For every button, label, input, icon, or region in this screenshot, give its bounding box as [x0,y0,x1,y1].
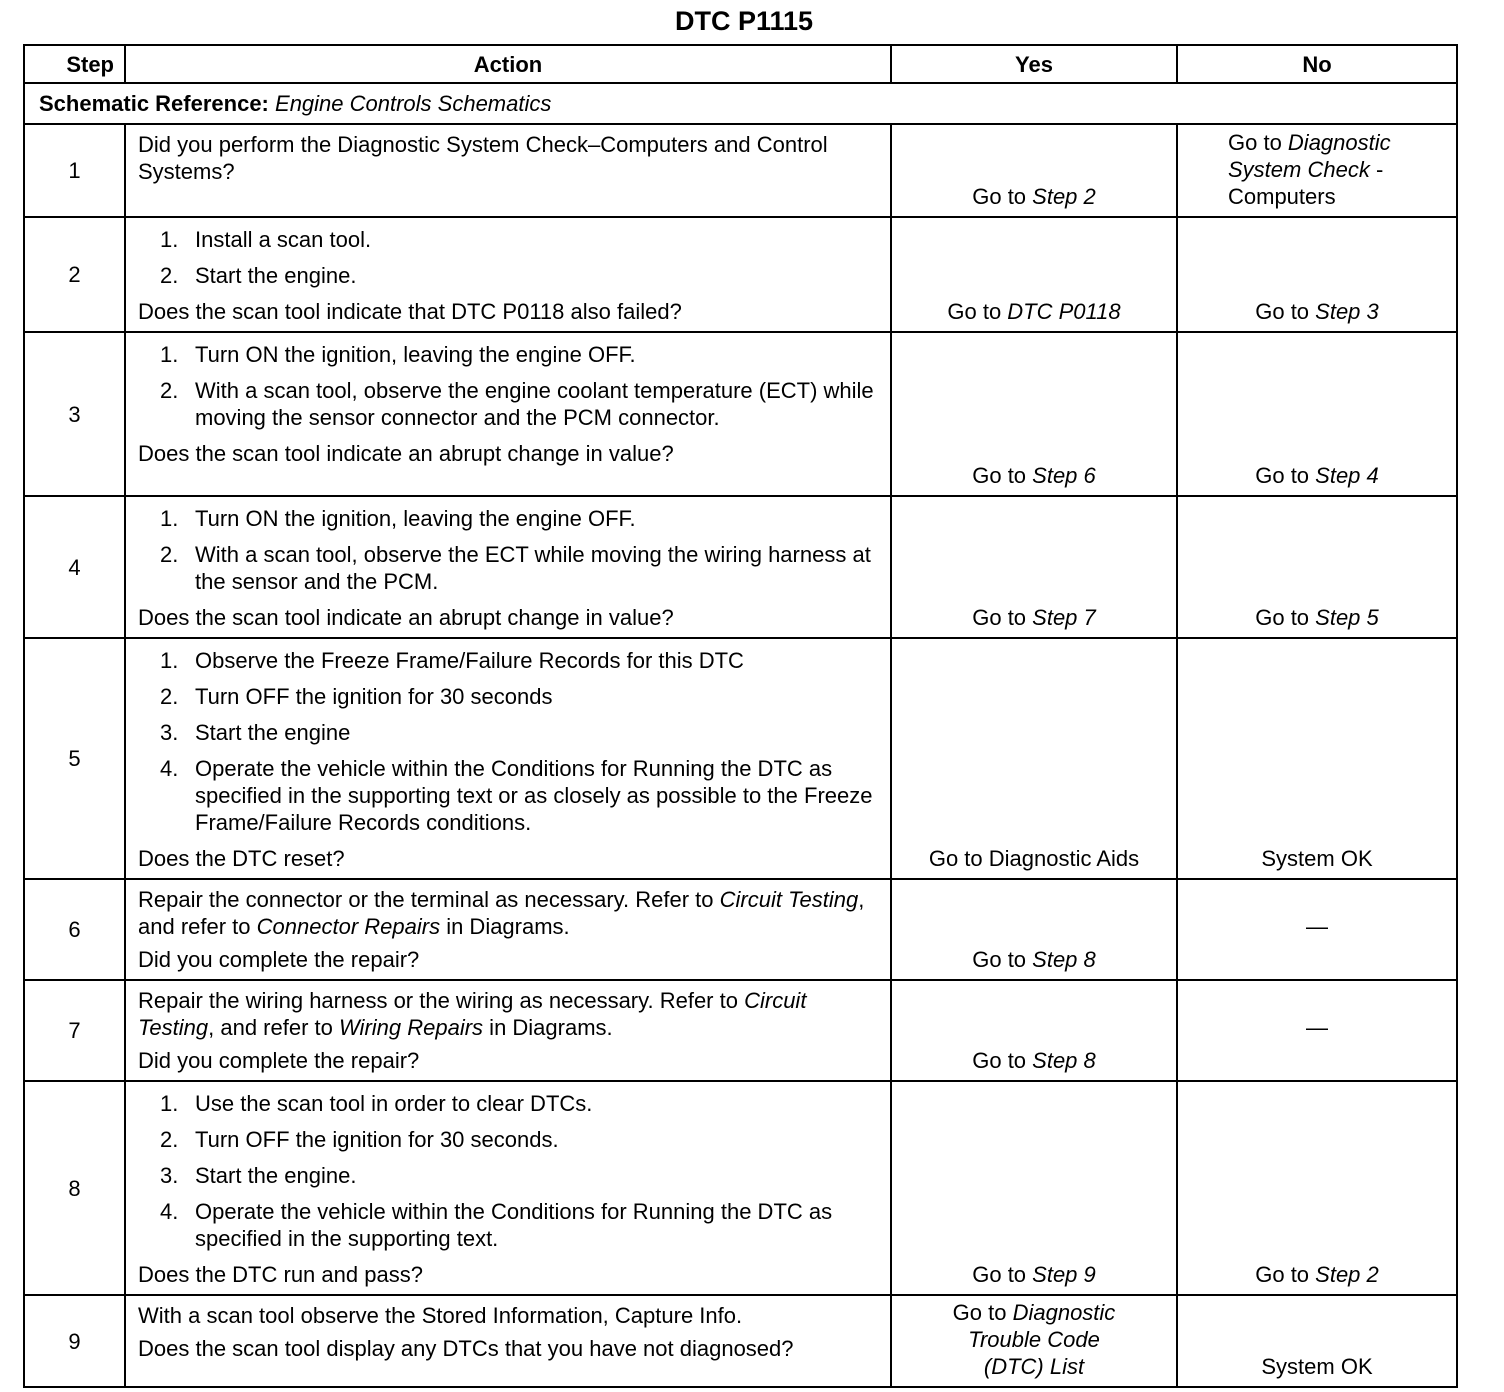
reference-link[interactable]: Connector Repairs [256,914,441,939]
text-part: Repair the wiring harness or the wiring as necessary. Refer to [138,988,745,1013]
step-number: 2 [24,217,125,332]
yes-cell [891,217,1177,332]
item-number: 4. [160,1199,179,1224]
action-question: Does the scan tool indicate that DTC P0118 also failed? [138,299,682,324]
item-text: Start the engine. [195,1163,357,1188]
no-cell [1177,638,1457,879]
action-text: Did you perform the Diagnostic System Check–Computers and Control Systems? [138,132,828,184]
yes-text: Go to [972,1048,1033,1073]
no-text-post: - Computers [1228,157,1384,209]
yes-text: Go to [952,1300,1013,1325]
schematic-link[interactable]: Engine Controls Schematics [275,91,552,116]
step-number: 4 [24,496,125,638]
no-text: Go to [1228,130,1288,155]
item-text: With a scan tool, observe the ECT while moving the wiring harness at the sensor and the PCM. [195,542,871,594]
action-cell [125,1081,891,1295]
no-text: System OK [1261,1354,1373,1379]
item-text: Start the engine. [195,263,357,288]
action-list-item [138,683,878,710]
yes-cell [891,124,1177,217]
item-number: 1. [160,506,179,531]
no-link[interactable]: Step 4 [1315,463,1379,488]
action-cell [125,980,891,1081]
yes-cell [891,496,1177,638]
text-part: in Diagrams. [483,1015,613,1040]
yes-cell [891,332,1177,496]
yes-cell [891,638,1177,879]
item-number: 2. [160,542,179,567]
no-text: System OK [1261,846,1373,871]
item-number: 1. [160,342,179,367]
action-list-item [138,1162,878,1189]
table-row [24,332,1457,496]
no-text: Go to [1255,299,1316,324]
action-question: Does the scan tool display any DTCs that you have not diagnosed? [138,1336,794,1361]
yes-text: Go to [972,947,1033,972]
no-link[interactable]: Step 2 [1315,1262,1379,1287]
no-link[interactable]: Step 3 [1315,299,1379,324]
header-no: No [1177,45,1457,83]
yes-link[interactable]: Step 8 [1032,947,1096,972]
no-cell [1177,980,1457,1081]
table-row [24,1081,1457,1295]
no-text: Go to [1255,463,1316,488]
action-cell [125,879,891,980]
item-text: Turn ON the ignition, leaving the engine OFF. [195,342,636,367]
item-number: 1. [160,1091,179,1116]
step-number: 7 [24,980,125,1081]
table-row [24,1295,1457,1387]
item-text: Start the engine [195,720,351,745]
no-cell [1177,496,1457,638]
action-question: Does the DTC run and pass? [138,1262,423,1287]
action-cell [125,496,891,638]
yes-link[interactable]: Step 8 [1032,1048,1096,1073]
action-list-item [138,377,878,431]
no-text: Go to [1255,605,1316,630]
item-text: Observe the Freeze Frame/Failure Records for this DTC [195,648,744,673]
schematic-reference-row [24,83,1457,124]
step-number: 9 [24,1295,125,1387]
yes-cell [891,879,1177,980]
no-cell [1177,332,1457,496]
action-cell [125,1295,891,1387]
action-question: Did you complete the repair? [138,1048,420,1073]
table-row [24,124,1457,217]
action-text [138,886,878,940]
yes-link[interactable]: Step 2 [1032,184,1096,209]
step-number: 5 [24,638,125,879]
action-question: Did you complete the repair? [138,947,420,972]
action-list-item [138,505,878,532]
step-number: 1 [24,124,125,217]
action-question: Does the scan tool indicate an abrupt change in value? [138,441,674,466]
yes-text: Go to [972,184,1033,209]
action-cell [125,332,891,496]
item-number: 4. [160,756,179,781]
text-part: Repair the connector or the terminal as necessary. Refer to [138,887,720,912]
table-row [24,638,1457,879]
diagnostic-table [23,44,1458,1388]
action-text: With a scan tool observe the Stored Information, Capture Info. [138,1303,743,1328]
item-number: 3. [160,1163,179,1188]
item-number: 1. [160,227,179,252]
schematic-label: Schematic Reference: [39,91,269,116]
action-list-item [138,341,878,368]
yes-cell [891,980,1177,1081]
action-list-item [138,541,878,595]
text-part: in Diagrams. [440,914,570,939]
no-cell [1177,124,1457,217]
action-list-item [138,226,878,253]
yes-link[interactable]: Step 7 [1032,605,1096,630]
text-part: , and refer to [138,887,865,939]
yes-link[interactable]: Step 9 [1032,1262,1096,1287]
yes-text: Go to [972,605,1033,630]
item-text: Install a scan tool. [195,227,372,252]
action-cell [125,124,891,217]
step-number: 6 [24,879,125,980]
no-text: — [1306,914,1328,939]
header-step: Step [24,45,125,83]
text-part: , and refer to [208,1015,339,1040]
item-number: 1. [160,648,179,673]
action-list-item [138,1090,878,1117]
yes-link[interactable]: Diagnostic Trouble Code (DTC) List [968,1300,1116,1379]
item-text: Turn OFF the ignition for 30 seconds [195,684,553,709]
header-yes: Yes [891,45,1177,83]
item-text: Turn OFF the ignition for 30 seconds. [195,1127,559,1152]
action-question: Does the DTC reset? [138,846,345,871]
action-list-item [138,1198,878,1252]
action-cell [125,638,891,879]
item-text: Use the scan tool in order to clear DTCs. [195,1091,593,1116]
action-text [138,987,878,1041]
no-link[interactable]: Step 5 [1315,605,1379,630]
item-number: 2. [160,263,179,288]
yes-text: Go to Diagnostic Aids [928,846,1140,871]
yes-link[interactable]: Step 6 [1032,463,1096,488]
item-number: 2. [160,1127,179,1152]
yes-cell [891,1295,1177,1387]
table-row [24,980,1457,1081]
step-number: 8 [24,1081,125,1295]
reference-link[interactable]: Wiring Repairs [338,1015,484,1040]
yes-text: Go to [972,463,1033,488]
item-text: Operate the vehicle within the Conditions for Running the DTC as specified in the supporting text or as closely as possible to the Freeze Frame/Failure Records conditions. [195,756,873,835]
no-link[interactable]: Diagnostic System Check [1228,130,1391,182]
item-text: Turn ON the ignition, leaving the engine OFF. [195,506,636,531]
table-row [24,217,1457,332]
table-row [24,496,1457,638]
no-text: Go to [1255,1262,1316,1287]
no-cell [1177,1081,1457,1295]
yes-text: Go to [947,299,1008,324]
action-list-item [138,1126,878,1153]
yes-text: Go to [972,1262,1033,1287]
action-cell [125,217,891,332]
no-text: — [1306,1015,1328,1040]
action-question: Does the scan tool indicate an abrupt change in value? [138,605,674,630]
schematic-reference [24,83,1457,124]
header-row [24,45,1457,83]
item-number: 2. [160,378,179,403]
item-text: With a scan tool, observe the engine coolant temperature (ECT) while moving the sensor connector and the PCM connector. [195,378,874,430]
header-action: Action [125,45,891,83]
no-cell [1177,879,1457,980]
item-number: 3. [160,720,179,745]
reference-link[interactable]: Circuit Testing [719,887,859,912]
item-text: Operate the vehicle within the Conditions for Running the DTC as specified in the supporting text. [195,1199,833,1251]
table-row [24,879,1457,980]
yes-cell [891,1081,1177,1295]
page-title: DTC P1115 [674,6,814,36]
action-list-item [138,262,878,289]
item-number: 2. [160,684,179,709]
action-list-item [138,755,878,836]
reference-link[interactable]: Circuit Testing [138,988,807,1040]
no-cell [1177,1295,1457,1387]
action-list-item [138,647,878,674]
action-list-item [138,719,878,746]
no-cell [1177,217,1457,332]
step-number: 3 [24,332,125,496]
yes-link[interactable]: DTC P0118 [1007,299,1121,324]
